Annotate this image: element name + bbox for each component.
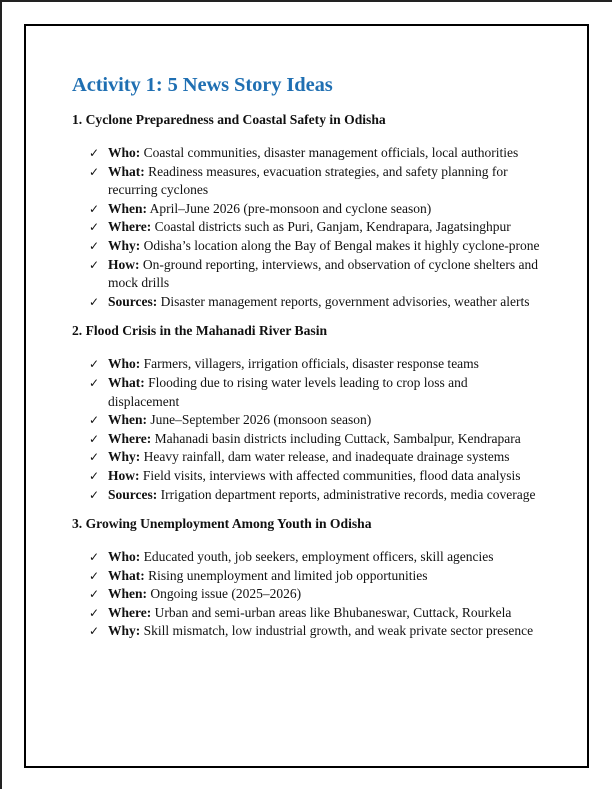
item-text: Flooding due to rising water levels leading to crop loss and displacement	[108, 374, 468, 409]
check-icon: ✓	[89, 587, 100, 602]
list-item	[72, 218, 542, 237]
checklist	[72, 355, 542, 504]
check-icon: ✓	[89, 550, 100, 565]
item-text: Mahanadi basin districts including Cuttack, Sambalpur, Kendrapara	[154, 430, 521, 446]
item-label: How:	[108, 256, 140, 272]
item-text: Coastal communities, disaster management officials, local authorities	[143, 145, 519, 160]
item-text: Odisha’s location along the Bay of Bengal makes it highly cyclone-prone	[143, 237, 540, 253]
item-text: Ongoing issue (2025–2026)	[150, 586, 302, 602]
list-item	[72, 237, 542, 256]
item-label: Where:	[108, 219, 152, 235]
check-icon: ✓	[89, 238, 100, 253]
list-item	[72, 256, 542, 293]
item-label: When:	[108, 412, 148, 428]
list-item	[72, 486, 542, 505]
outer-border-top	[0, 0, 612, 2]
list-item	[72, 548, 542, 567]
section-heading: 3. Growing Unemployment Among Youth in Odisha	[72, 516, 372, 532]
item-label: What:	[108, 374, 145, 390]
list-item	[72, 374, 542, 411]
item-text: June–September 2026 (monsoon season)	[150, 412, 372, 428]
item-label: Sources:	[108, 486, 158, 502]
check-icon: ✓	[89, 146, 100, 160]
item-text: Coastal districts such as Puri, Ganjam, Kendrapara, Jagatsinghpur	[154, 219, 511, 235]
item-label: Why:	[108, 237, 141, 253]
check-icon: ✓	[89, 624, 100, 639]
item-text: Irrigation department reports, administrative records, media coverage	[160, 486, 536, 502]
story-section-3	[72, 515, 542, 641]
list-item	[72, 585, 542, 604]
check-icon: ✓	[89, 164, 100, 179]
item-text: Rising unemployment and limited job opportunities	[148, 567, 428, 583]
list-item	[72, 567, 542, 586]
check-icon: ✓	[89, 431, 100, 446]
item-label: Where:	[108, 430, 152, 446]
section-heading: 1. Cyclone Preparedness and Coastal Safety in Odisha	[72, 112, 386, 127]
list-item	[72, 293, 542, 312]
item-label: When:	[108, 586, 148, 602]
item-label: Why:	[108, 623, 141, 639]
list-item	[72, 622, 542, 641]
check-icon: ✓	[89, 605, 100, 620]
item-text: Disaster management reports, government advisories, weather alerts	[160, 293, 530, 309]
list-item	[72, 430, 542, 449]
checklist	[72, 548, 542, 641]
item-label: What:	[108, 567, 145, 583]
item-text: Urban and semi-urban areas like Bhubaneswar, Cuttack, Rourkela	[154, 604, 512, 620]
item-label: Where:	[108, 604, 152, 620]
check-icon: ✓	[89, 375, 100, 390]
list-item	[72, 604, 542, 623]
check-icon: ✓	[89, 487, 100, 502]
item-text: April–June 2026 (pre-monsoon and cyclone season)	[149, 200, 432, 216]
item-text: On-ground reporting, interviews, and observation of cyclone shelters and mock drills	[108, 256, 539, 291]
check-icon: ✓	[89, 294, 100, 309]
item-label: Who:	[108, 356, 141, 372]
story-section-2	[72, 322, 542, 504]
item-label: When:	[108, 200, 148, 216]
list-item	[72, 200, 542, 219]
list-item	[72, 467, 542, 486]
item-text: Educated youth, job seekers, employment officers, skill agencies	[143, 549, 494, 565]
list-item	[72, 163, 542, 200]
check-icon: ✓	[89, 201, 100, 216]
list-item	[72, 355, 542, 374]
item-label: Sources:	[108, 293, 158, 309]
item-label: Who:	[108, 145, 141, 160]
check-icon: ✓	[89, 357, 100, 372]
document-title: Activity 1: 5 News Story Ideas	[72, 74, 333, 96]
item-text: Skill mismatch, low industrial growth, and weak private sector presence	[143, 623, 534, 639]
check-icon: ✓	[89, 220, 100, 235]
list-item	[72, 411, 542, 430]
check-icon: ✓	[89, 568, 100, 583]
item-text: Field visits, interviews with affected communities, flood data analysis	[142, 467, 521, 483]
item-text: Readiness measures, evacuation strategies, and safety planning for recurring cyclones	[108, 163, 508, 198]
list-item	[72, 448, 542, 467]
item-text: Farmers, villagers, irrigation officials, disaster response teams	[143, 356, 479, 372]
story-section-1	[72, 111, 542, 311]
checklist	[72, 144, 542, 311]
item-label: Who:	[108, 549, 141, 565]
item-label: How:	[108, 467, 140, 483]
section-heading: 2. Flood Crisis in the Mahanadi River Basin	[72, 323, 328, 339]
check-icon: ✓	[89, 468, 100, 483]
item-label: What:	[108, 163, 145, 179]
item-label: Why:	[108, 449, 141, 465]
document-content	[72, 72, 542, 641]
check-icon: ✓	[89, 257, 100, 272]
list-item	[72, 144, 542, 163]
item-text: Heavy rainfall, dam water release, and inadequate drainage systems	[143, 449, 510, 465]
check-icon: ✓	[89, 450, 100, 465]
check-icon: ✓	[89, 413, 100, 428]
outer-border-left	[0, 0, 2, 789]
